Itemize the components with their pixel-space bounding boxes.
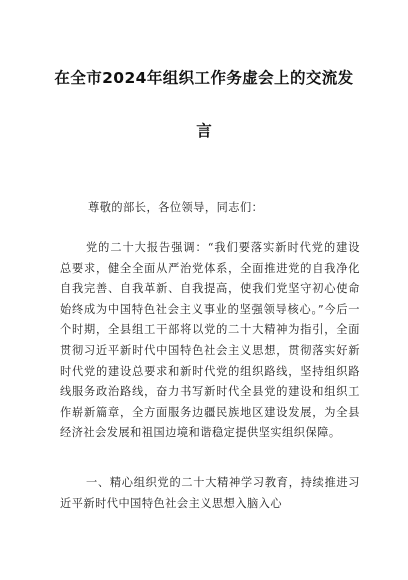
salutation: 尊敬的部长，各位领导，同志们： [88, 201, 264, 214]
document-title-line-1: 在全市2024年组织工作务虚会上的交流发 [54, 69, 354, 87]
body-paragraph-1: 党的二十大报告强调：“我们要落实新时代党的建设总要求，健全全面从严治党体系，全面推进党的自我净化自我完善、自我革新、自我提高，使我们党坚守初心使命始终成为中国特色社会主义事业的坚强领导核心。”今后一个时期，全县组工干部将以党的二十大精神为指引，全面贯彻习近平新时代中国特色社会主义思想，贯彻落实好新时代党的建设总要求和新时代党的组织路线，坚持组织路线服务政治路线，奋力书写新时代全县党的建设和组织工作崭新篇章，全方面服务边疆民族地区建设发展，为全县经济社会发展和祖国边境和谐稳定提供坚实组织保障。 [60, 241, 360, 440]
document-title-line-2: 言 [196, 122, 212, 140]
section-heading-1: 一、精心组织党的二十大精神学习教育，持续推进习近平新时代中国特色社会主义思想入脑入心 [60, 476, 360, 510]
